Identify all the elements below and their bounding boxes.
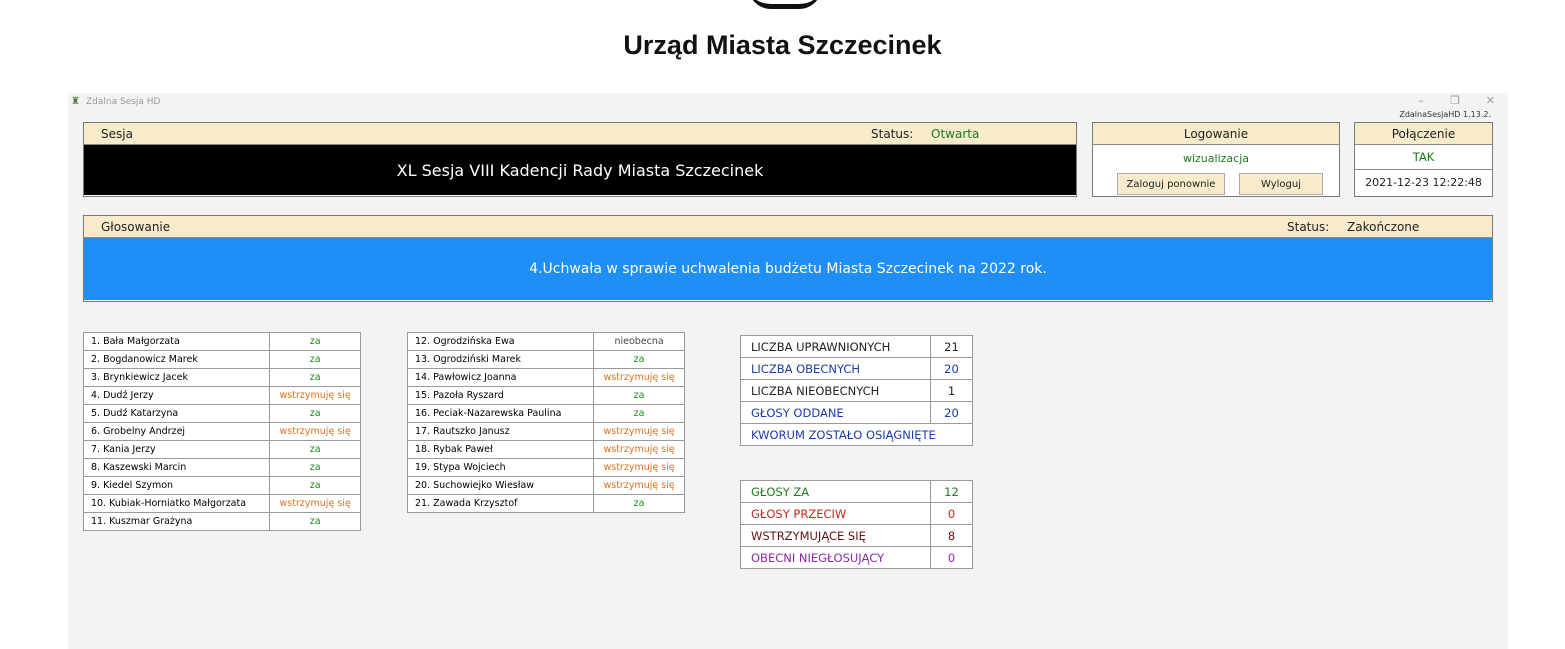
member-name: 7. Kania Jerzy (84, 441, 270, 459)
member-name: 20. Suchowiejko Wiesław (408, 477, 594, 495)
member-row (84, 441, 361, 459)
logo-arc (748, 0, 822, 9)
member-row (84, 459, 361, 477)
not-voting-value: 0 (931, 547, 973, 569)
stat-row (741, 402, 973, 424)
member-row (408, 459, 685, 477)
connection-header (1355, 123, 1492, 145)
login-label: Logowanie (1183, 127, 1249, 141)
page-title: Urząd Miasta Szczecinek (623, 30, 942, 60)
member-name: 8. Kaszewski Marcin (84, 459, 270, 477)
member-row (408, 441, 685, 459)
cast-label: GŁOSY ODDANE (741, 402, 931, 424)
voting-label: Głosowanie (101, 220, 171, 234)
session-header (84, 123, 1076, 145)
member-row (408, 369, 685, 387)
member-row (84, 333, 361, 351)
member-vote: wstrzymuję się (594, 441, 685, 459)
members-table-left (83, 332, 361, 531)
attendance-table (740, 335, 973, 446)
member-vote: wstrzymuję się (270, 387, 361, 405)
logout-button[interactable]: Wyloguj (1239, 173, 1323, 195)
stat-row (741, 336, 973, 358)
member-vote: za (594, 351, 685, 369)
absent-value: 1 (931, 380, 973, 402)
member-vote: za (594, 405, 685, 423)
member-vote: za (270, 333, 361, 351)
login-header (1093, 123, 1339, 145)
results-table (740, 480, 973, 569)
connection-label: Połączenie (1391, 127, 1456, 141)
restore-icon[interactable]: ❐ (1450, 94, 1460, 107)
member-vote: za (270, 459, 361, 477)
quorum-status: KWORUM ZOSTAŁO OSIĄGNIĘTE (741, 424, 973, 446)
member-name: 17. Rautszko Janusz (408, 423, 594, 441)
member-vote: wstrzymuję się (270, 495, 361, 513)
member-name: 4. Dudź Jerzy (84, 387, 270, 405)
member-vote: wstrzymuję się (594, 423, 685, 441)
voting-status-label: Status: (1287, 220, 1330, 234)
member-name: 5. Dudź Katarzyna (84, 405, 270, 423)
member-vote: wstrzymuję się (594, 459, 685, 477)
entitled-value: 21 (931, 336, 973, 358)
member-name: 3. Brynkiewicz Jacek (84, 369, 270, 387)
member-name: 18. Rybak Paweł (408, 441, 594, 459)
member-name: 14. Pawłowicz Joanna (408, 369, 594, 387)
stat-row (741, 358, 973, 380)
member-row (408, 333, 685, 351)
member-row (408, 405, 685, 423)
present-value: 20 (931, 358, 973, 380)
voting-panel (83, 215, 1493, 302)
member-row (84, 369, 361, 387)
session-label: Sesja (101, 127, 133, 141)
cast-value: 20 (931, 402, 973, 424)
member-row (84, 387, 361, 405)
login-user: wizualizacja (1182, 152, 1249, 165)
member-vote: za (270, 369, 361, 387)
close-icon[interactable]: ✕ (1485, 94, 1495, 107)
member-row (84, 351, 361, 369)
stat-row (741, 481, 973, 503)
member-vote: wstrzymuję się (270, 423, 361, 441)
member-vote: nieobecna (594, 333, 685, 351)
member-vote: za (270, 405, 361, 423)
absent-label: LICZBA NIEOBECNYCH (741, 380, 931, 402)
stat-row (741, 547, 973, 569)
stat-row (741, 380, 973, 402)
member-vote: za (594, 387, 685, 405)
member-name: 10. Kubiak-Horniatko Małgorzata (84, 495, 270, 513)
votes-abstain-label: WSTRZYMUJĄCE SIĘ (741, 525, 931, 547)
window-title: Zdalna Sesja HD (86, 97, 161, 107)
member-name: 9. Kiedel Szymon (84, 477, 270, 495)
member-row (84, 477, 361, 495)
member-vote: za (594, 495, 685, 513)
stat-row (741, 503, 973, 525)
member-row (408, 423, 685, 441)
voting-header (84, 216, 1492, 238)
member-name: 15. Pazoła Ryszard (408, 387, 594, 405)
member-name: 12. Ogrodzińska Ewa (408, 333, 594, 351)
app-icon: ♜ (71, 96, 80, 107)
member-name: 21. Zawada Krzysztof (408, 495, 594, 513)
member-row (408, 387, 685, 405)
member-name: 19. Stypa Wojciech (408, 459, 594, 477)
connection-status: TAK (1355, 145, 1492, 170)
member-name: 13. Ogrodziński Marek (408, 351, 594, 369)
votes-against-value: 0 (931, 503, 973, 525)
relogin-button[interactable]: Zaloguj ponownie (1117, 173, 1225, 195)
member-vote: za (270, 441, 361, 459)
session-status-label: Status: (871, 127, 914, 141)
connection-panel (1354, 122, 1493, 197)
member-vote: za (270, 477, 361, 495)
member-row (408, 495, 685, 513)
minimize-icon[interactable]: – (1418, 94, 1424, 107)
present-label: LICZBA OBECNYCH (741, 358, 931, 380)
votes-for-value: 12 (931, 481, 973, 503)
member-vote: wstrzymuję się (594, 477, 685, 495)
not-voting-label: OBECNI NIEGŁOSUJĄCY (741, 547, 931, 569)
entitled-label: LICZBA UPRAWNIONYCH (741, 336, 931, 358)
stat-row (741, 424, 973, 446)
voting-subject: 4.Uchwała w sprawie uchwalenia budżetu Miasta Szczecinek na 2022 rok. (84, 238, 1492, 300)
session-status-value: Otwarta (931, 127, 980, 141)
member-row (84, 423, 361, 441)
session-title: XL Sesja VIII Kadencji Rady Miasta Szczecinek (84, 145, 1076, 195)
member-name: 2. Bogdanowicz Marek (84, 351, 270, 369)
stat-row (741, 525, 973, 547)
member-row (84, 405, 361, 423)
votes-abstain-value: 8 (931, 525, 973, 547)
member-name: 6. Grobelny Andrzej (84, 423, 270, 441)
member-vote: za (270, 351, 361, 369)
votes-for-label: GŁOSY ZA (741, 481, 931, 503)
member-row (408, 351, 685, 369)
session-panel (83, 122, 1077, 197)
member-row (408, 477, 685, 495)
app-window (68, 93, 1508, 649)
member-vote: wstrzymuję się (594, 369, 685, 387)
app-version: ZdalnaSesjaHD 1.13.2. (1399, 110, 1491, 119)
member-name: 16. Peciak-Nazarewska Paulina (408, 405, 594, 423)
votes-against-label: GŁOSY PRZECIW (741, 503, 931, 525)
connection-datetime: 2021-12-23 12:22:48 (1365, 176, 1482, 189)
member-name: 11. Kuszmar Grażyna (84, 513, 270, 531)
members-table-right (407, 332, 685, 513)
member-row (84, 513, 361, 531)
member-name: 1. Bała Małgorzata (84, 333, 270, 351)
member-row (84, 495, 361, 513)
login-panel (1092, 122, 1340, 197)
member-vote: za (270, 513, 361, 531)
voting-status-value: Zakończone (1347, 220, 1420, 234)
